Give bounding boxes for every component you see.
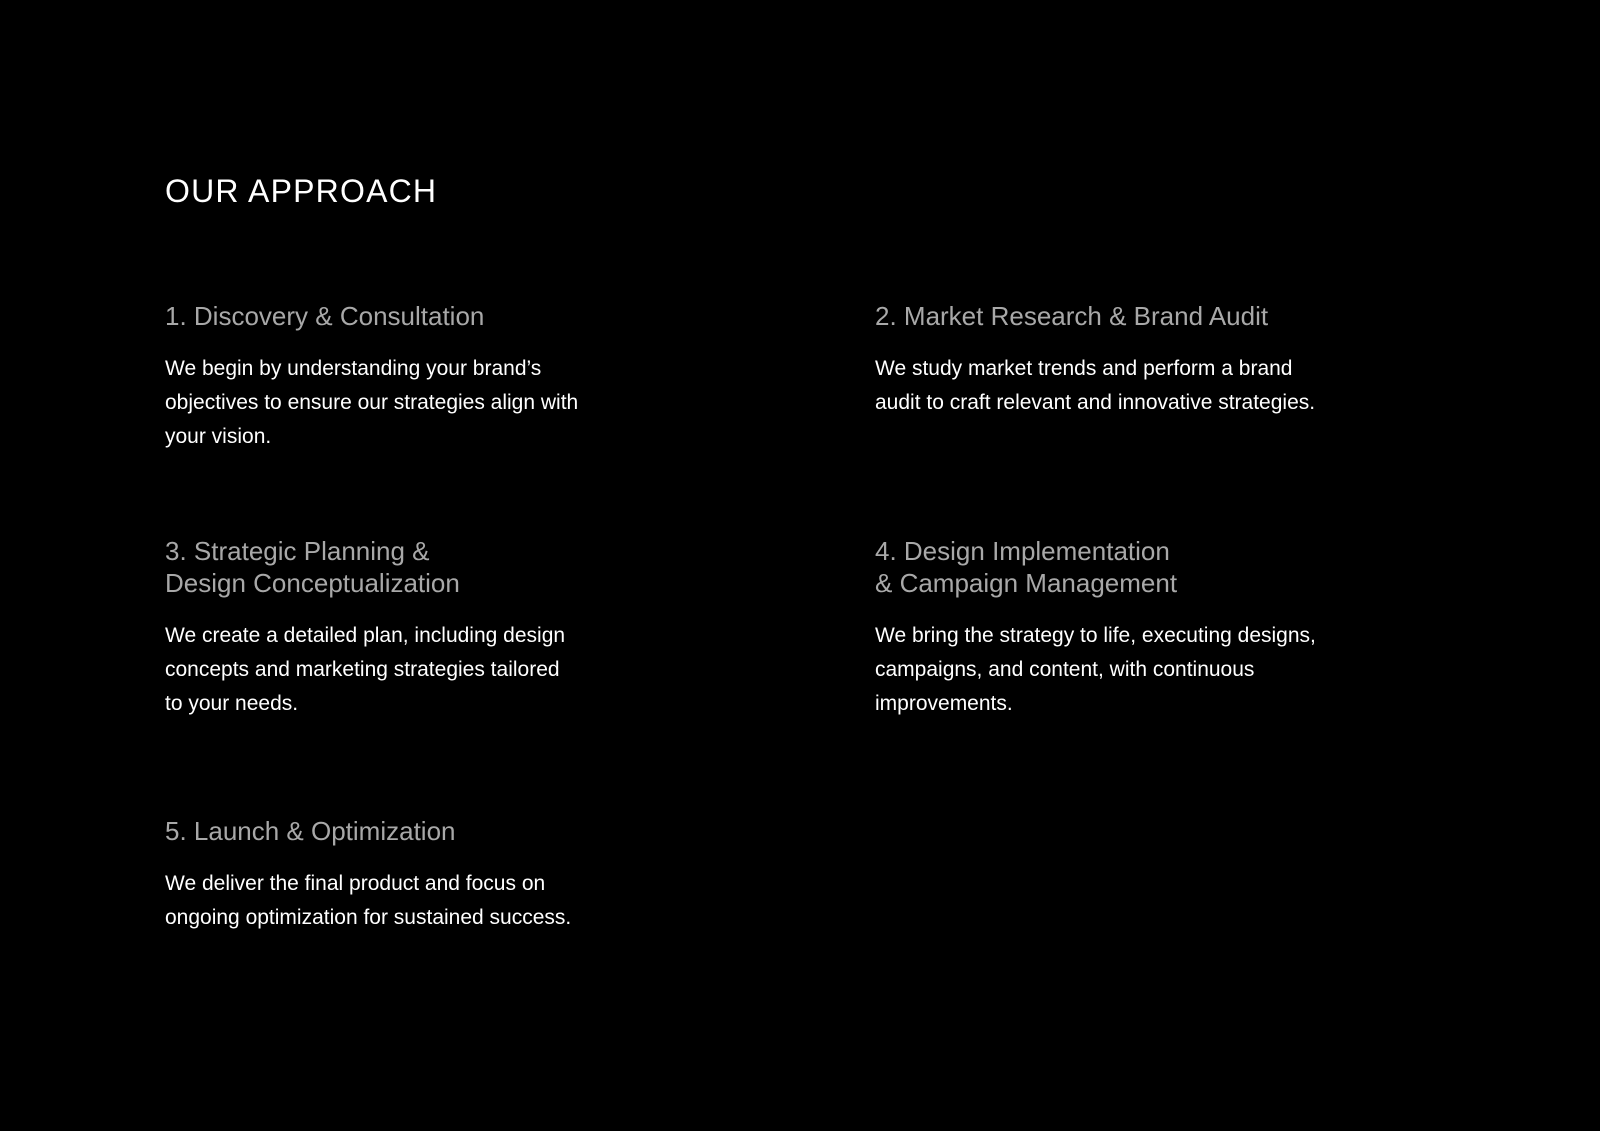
step-design-implementation xyxy=(875,535,1435,721)
step-launch-optimization xyxy=(165,815,725,935)
step-title: 1. Discovery & Consultation xyxy=(165,301,485,331)
step-description: We bring the strategy to life, executing designs, campaigns, and content, with continuous improvements. xyxy=(875,624,1316,715)
step-title: 4. Design Implementation & Campaign Management xyxy=(875,536,1178,598)
step-market-research-brand-audit xyxy=(875,300,1435,420)
step-discovery-consultation xyxy=(165,300,725,454)
step-title: 3. Strategic Planning & Design Conceptualization xyxy=(165,536,460,598)
step-description: We begin by understanding your brand’s objectives to ensure our strategies align with your vision. xyxy=(165,357,579,448)
section-title: OUR APPROACH xyxy=(165,173,438,209)
step-description: We create a detailed plan, including design concepts and marketing strategies tailored to your needs. xyxy=(165,624,566,715)
step-strategic-planning xyxy=(165,535,725,721)
step-description: We deliver the final product and focus on ongoing optimization for sustained success. xyxy=(165,872,572,929)
step-title: 2. Market Research & Brand Audit xyxy=(875,301,1269,331)
step-title: 5. Launch & Optimization xyxy=(165,816,456,846)
step-description: We study market trends and perform a brand audit to craft relevant and innovative strategies. xyxy=(875,357,1316,414)
